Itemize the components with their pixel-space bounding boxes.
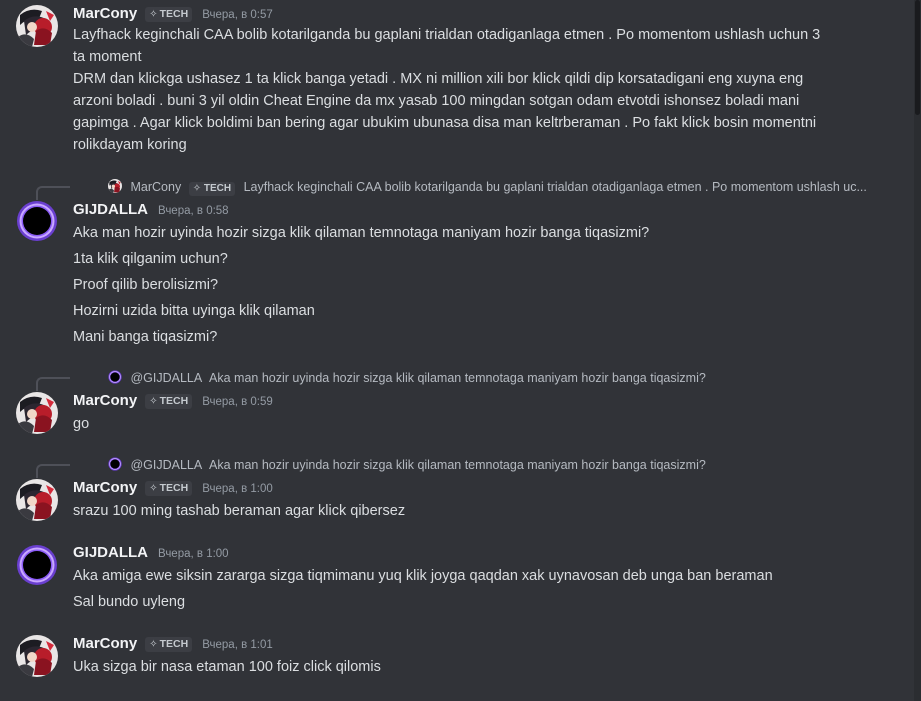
- avatar[interactable]: [16, 392, 58, 434]
- sparkle-icon: ✧: [149, 483, 158, 494]
- timestamp[interactable]: Вчера, в 1:00: [202, 483, 273, 495]
- reply-tag: [189, 182, 235, 196]
- message-header: [73, 201, 229, 221]
- avatar[interactable]: [16, 635, 58, 677]
- reply-spine: [36, 186, 70, 200]
- server-tag[interactable]: [145, 394, 192, 409]
- message-header: [73, 392, 273, 412]
- sparkle-icon: ✧: [149, 396, 158, 407]
- scrollbar[interactable]: [914, 0, 921, 701]
- username[interactable]: MarCony: [73, 479, 138, 496]
- server-tag[interactable]: [145, 637, 192, 652]
- reply-avatar: [108, 457, 122, 471]
- username[interactable]: GIJDALLA: [73, 544, 148, 561]
- message-text: gapimga . Agar klick boldimi ban bering agar ubukim ubunasa disa man keltrberaman . Po fakt klick bosin momentni: [73, 115, 817, 131]
- reply-username[interactable]: MarCony: [130, 180, 182, 194]
- message-text: 1ta klik qilganim uchun?: [73, 251, 228, 267]
- message-text: Hozirni uzida bitta uyinga klik qilaman: [73, 303, 315, 319]
- server-tag-label: TECH: [159, 395, 189, 407]
- username[interactable]: MarCony: [73, 392, 138, 409]
- message-header: [73, 544, 229, 564]
- black-hole-avatar-icon: [16, 544, 58, 586]
- server-tag[interactable]: [145, 7, 192, 22]
- username[interactable]: MarCony: [73, 635, 138, 652]
- server-tag-label: TECH: [159, 8, 189, 20]
- sparkle-icon: ✧: [149, 9, 158, 20]
- reply-spine: [36, 377, 70, 391]
- timestamp[interactable]: Вчера, в 0:59: [202, 396, 273, 408]
- username[interactable]: GIJDALLA: [73, 201, 148, 218]
- scrollbar-thumb[interactable]: [915, 0, 920, 115]
- anime-avatar-icon: [16, 5, 58, 47]
- message-text: go: [73, 416, 90, 432]
- timestamp[interactable]: Вчера, в 0:57: [202, 9, 273, 21]
- black-hole-avatar-icon: [16, 200, 58, 242]
- message-text: Aka man hozir uyinda hozir sizga klik qilaman temnotaga maniyam hozir banga tiqasizmi?: [73, 225, 650, 241]
- reply-text[interactable]: Aka man hozir uyinda hozir sizga klik qilaman temnotaga maniyam hozir banga tiqasizmi?: [209, 458, 706, 472]
- message-text: arzoni boladi . buni 3 yil oldin Cheat Engine da mx yasab 100 mingdan sotgan odam etvotdi ishonsez boladi mani: [73, 93, 800, 109]
- reply-text[interactable]: Layfhack keginchali CAA bolib kotarilganda bu gaplani trialdan otadiganlaga etmen . Po momentom ushlash uc...: [243, 180, 867, 194]
- reply-text[interactable]: Aka man hozir uyinda hozir sizga klik qilaman temnotaga maniyam hozir banga tiqasizmi?: [209, 371, 706, 385]
- message-text: Layfhack keginchali CAA bolib kotarilganda bu gaplani trialdan otadiganlaga etmen . Po momentom ushlash uchun 3: [73, 27, 821, 43]
- avatar[interactable]: [16, 5, 58, 47]
- message-text: ta moment: [73, 49, 142, 65]
- message-header: [73, 635, 273, 655]
- reply-username[interactable]: @GIJDALLA: [130, 458, 203, 472]
- message-text: Sal bundo uyleng: [73, 594, 186, 610]
- message-text: Proof qilib berolisizmi?: [73, 277, 219, 293]
- username[interactable]: MarCony: [73, 5, 138, 22]
- avatar[interactable]: [16, 200, 58, 242]
- timestamp[interactable]: Вчера, в 1:00: [158, 548, 229, 560]
- timestamp[interactable]: Вчера, в 1:01: [202, 639, 273, 651]
- reply-tag-label: TECH: [203, 183, 232, 194]
- reply-spine: [36, 464, 70, 478]
- message-text: Aka amiga ewe siksin zararga sizga tiqmimanu yuq klik joyga qaqdan xak uynavosan deb unga ban beraman: [73, 568, 773, 584]
- avatar[interactable]: [16, 479, 58, 521]
- anime-avatar-icon: [16, 392, 58, 434]
- sparkle-icon: ✧: [149, 639, 158, 650]
- message-header: [73, 479, 273, 499]
- reply-username[interactable]: @GIJDALLA: [130, 371, 203, 385]
- server-tag[interactable]: [145, 481, 192, 496]
- reply-avatar: [108, 179, 122, 193]
- server-tag-label: TECH: [159, 638, 189, 650]
- reply-avatar: [108, 370, 122, 384]
- message-header: [73, 5, 273, 25]
- server-tag-label: TECH: [159, 482, 189, 494]
- message-text: Uka sizga bir nasa etaman 100 foiz click qilomis: [73, 659, 381, 675]
- anime-avatar-icon: [16, 479, 58, 521]
- sparkle-icon: ✧: [192, 183, 202, 194]
- message-text: srazu 100 ming tashab beraman agar klick qibersez: [73, 503, 406, 519]
- message-text: rolikdayam koring: [73, 137, 187, 153]
- message-text: DRM dan klickga ushasez 1 ta klick banga yetadi . MX ni million xili bor klick qildi dip korsatadigani eng xuyna eng: [73, 71, 804, 87]
- timestamp[interactable]: Вчера, в 0:58: [158, 205, 229, 217]
- avatar[interactable]: [16, 544, 58, 586]
- message-text: Mani banga tiqasizmi?: [73, 329, 218, 345]
- anime-avatar-icon: [16, 635, 58, 677]
